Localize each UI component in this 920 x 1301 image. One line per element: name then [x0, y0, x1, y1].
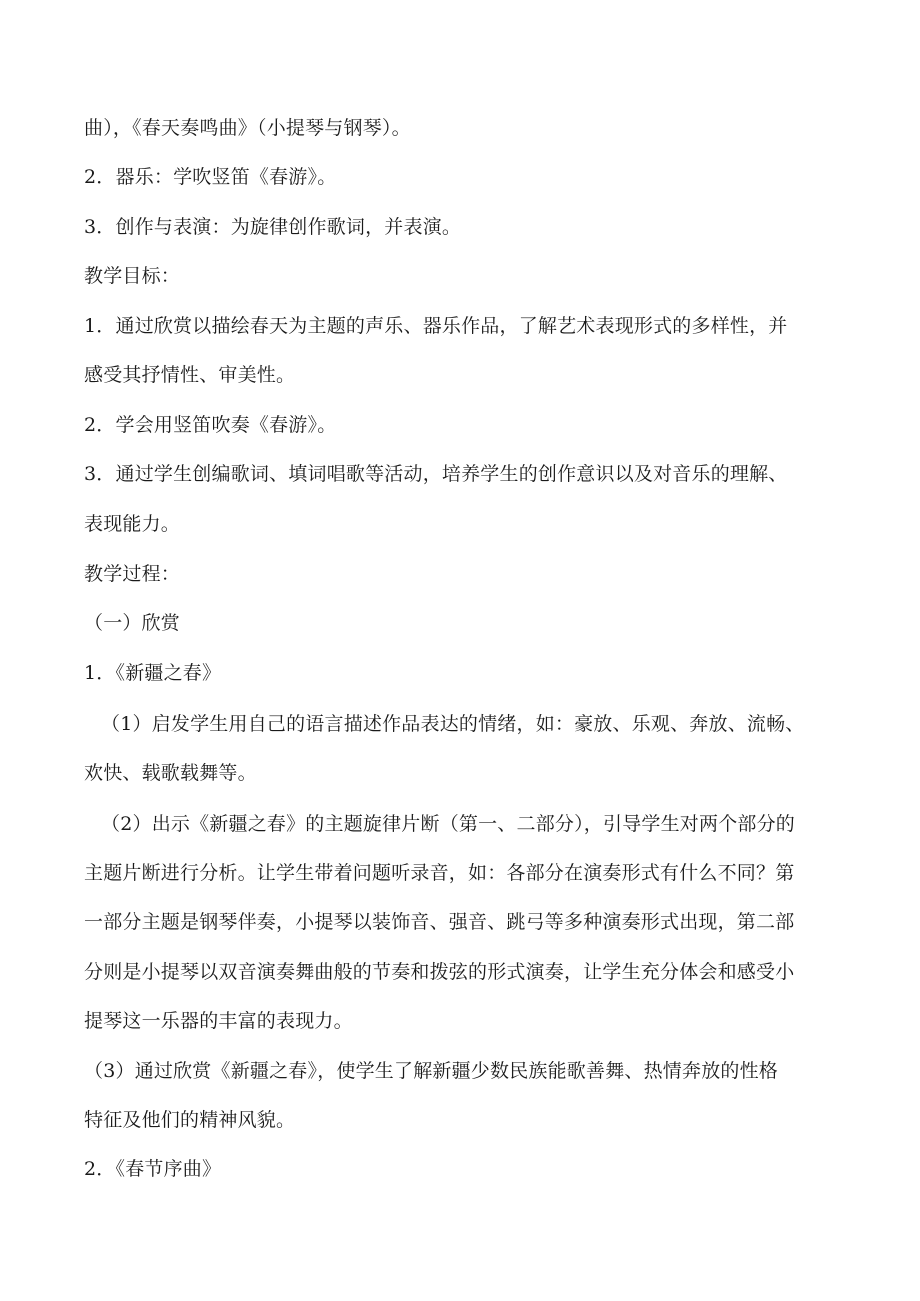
text-line-2: 2．器乐：学吹竖笛《春游》。	[84, 166, 337, 188]
text-line-13: （1）启发学生用自己的语言描述作品表达的情绪，如：豪放、乐观、奔放、流畅、	[101, 713, 805, 735]
text-line-14: 欢快、载歌载舞等。	[84, 762, 257, 784]
section-heading-objectives: 教学目标：	[84, 265, 181, 287]
text-line-16: 主题片断进行分析。让学生带着问题听录音，如：各部分在演奏形式有什么不同？第	[84, 862, 795, 884]
item-heading-xinjiang-spring: 1．《新疆之春》	[84, 662, 222, 684]
text-line-9: 表现能力。	[84, 513, 181, 535]
text-line-18: 分则是小提琴以双音演奏舞曲般的节奏和拨弦的形式演奏，让学生充分体会和感受小	[84, 961, 795, 983]
text-line-17: 一部分主题是钢琴伴奏，小提琴以装饰音、强音、跳弓等多种演奏形式出现，第二部	[84, 911, 795, 933]
subsection-heading-appreciation: （一）欣赏	[84, 612, 181, 634]
text-line-7: 2．学会用竖笛吹奏《春游》。	[84, 414, 337, 436]
section-heading-process: 教学过程：	[84, 563, 181, 585]
text-line-6: 感受其抒情性、审美性。	[84, 364, 296, 386]
text-line-5: 1．通过欣赏以描绘春天为主题的声乐、器乐作品，了解艺术表现形式的多样性，并	[84, 315, 788, 337]
text-line-19: 提琴这一乐器的丰富的表现力。	[84, 1010, 353, 1032]
text-line-1: 曲），《春天奏鸣曲》（小提琴与钢琴）。	[84, 117, 411, 139]
text-line-20: （3）通过欣赏《新疆之春》，使学生了解新疆少数民族能歌善舞、热情奔放的性格	[84, 1060, 778, 1082]
text-line-21: 特征及他们的精神风貌。	[84, 1109, 296, 1131]
text-line-8: 3．通过学生创编歌词、填词唱歌等活动，培养学生的创作意识以及对音乐的理解、	[84, 463, 788, 485]
item-heading-spring-festival-overture: 2．《春节序曲》	[84, 1158, 222, 1180]
text-line-15: （2）出示《新疆之春》的主题旋律片断（第一、二部分），引导学生对两个部分的	[101, 813, 795, 835]
text-line-3: 3．创作与表演：为旋律创作歌词，并表演。	[84, 216, 462, 238]
